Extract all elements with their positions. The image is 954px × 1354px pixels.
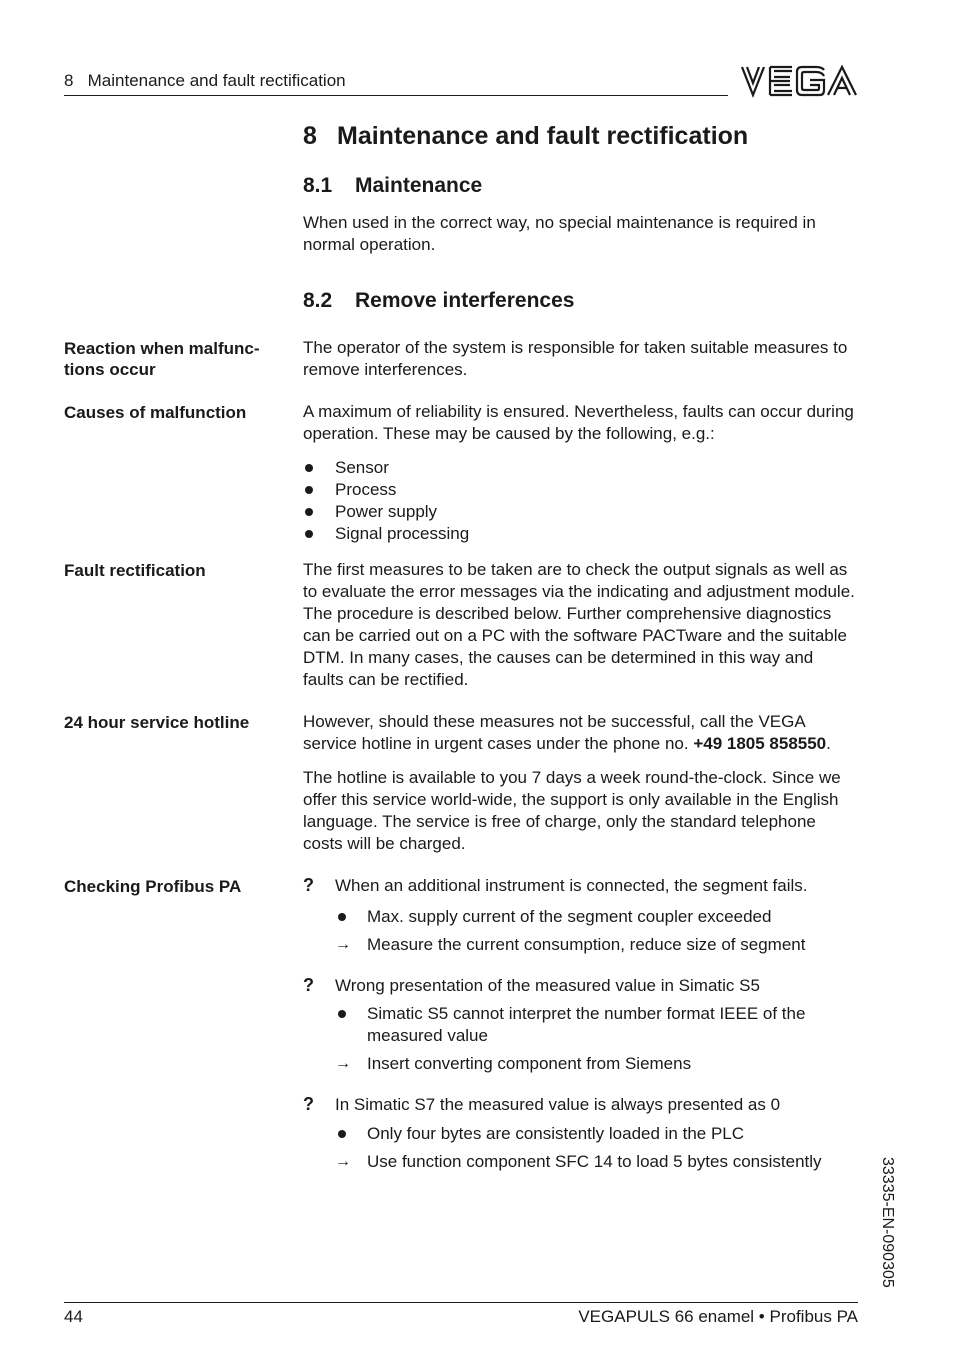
vega-logo xyxy=(740,64,858,103)
fault-paragraph: The first measures to be taken are to check the output signals as well as to evaluate the error messages via the indicating and adjustment module. The procedure is described below. Further comprehensive diagnostics can be carried out on a PC with the software PACTware and the suitable DTM. In many cases, the causes can be determined in this way and faults can be rectified. xyxy=(303,560,855,689)
question-icon: ? xyxy=(303,975,314,995)
question-icon: ? xyxy=(303,875,314,895)
section-heading-maintenance xyxy=(303,174,482,198)
bullet-icon xyxy=(305,464,313,472)
reaction-paragraph: The operator of the system is responsible for taken suitable measures to remove interferences. xyxy=(303,338,848,379)
page-number: 44 xyxy=(64,1307,83,1326)
bullet-icon xyxy=(338,1130,346,1138)
section-number: 8.1 xyxy=(303,174,333,197)
section-heading-interferences xyxy=(303,289,574,313)
hotline-phone: +49 1805 858550 xyxy=(693,734,827,753)
bullet-icon xyxy=(338,1010,346,1018)
bullet-icon xyxy=(305,486,313,494)
maintenance-paragraph: When used in the correct way, no special maintenance is required in normal operation. xyxy=(303,213,816,254)
margin-label-profibus: Checking Profibus PA xyxy=(64,877,242,896)
footer-rule xyxy=(64,1302,858,1303)
vega-logo-graphic xyxy=(740,64,858,98)
margin-label-reaction: Reaction when malfunc- tions occur xyxy=(64,339,260,379)
section-number: 8.2 xyxy=(303,289,333,312)
question-icon: ? xyxy=(303,1094,314,1114)
margin-label-hotline: 24 hour service hotline xyxy=(64,713,250,732)
arrow-right-icon: → xyxy=(335,1055,351,1072)
arrow-right-icon: → xyxy=(335,1153,351,1170)
bullet-icon xyxy=(305,530,313,538)
hotline-paragraph-2: The hotline is available to you 7 days a week round-the-clock. Since we offer this service world-wide, the support is only available in the English language. The service is free of charge, only the standard telephone costs will be charged. xyxy=(303,768,841,853)
margin-label-causes: Causes of malfunction xyxy=(64,403,247,422)
section-title: Remove interferences xyxy=(355,289,575,312)
chapter-title xyxy=(303,122,748,151)
footer-product: VEGAPULS 66 enamel • Profibus PA xyxy=(578,1307,858,1326)
chapter-title-text: Maintenance and fault rectification xyxy=(337,122,749,150)
arrow-right-icon: → xyxy=(335,936,351,953)
running-header: 8 Maintenance and fault rectification xyxy=(64,71,346,90)
margin-label-fault: Fault rectification xyxy=(64,561,206,580)
header-rule xyxy=(64,95,728,96)
bullet-icon xyxy=(305,508,313,516)
hotline-paragraph: However, should these measures not be successful, call the VEGA service hotline in urgent cases under the phone no. +49 1805 858550. xyxy=(303,712,831,753)
document-code: 33335-EN-090305 xyxy=(879,1157,896,1288)
chapter-number: 8 xyxy=(303,122,317,150)
section-title: Maintenance xyxy=(355,174,483,197)
causes-paragraph: A maximum of reliability is ensured. Nevertheless, faults can occur during operation. These may be caused by the following, e.g.: xyxy=(303,402,854,443)
bullet-icon xyxy=(338,913,346,921)
